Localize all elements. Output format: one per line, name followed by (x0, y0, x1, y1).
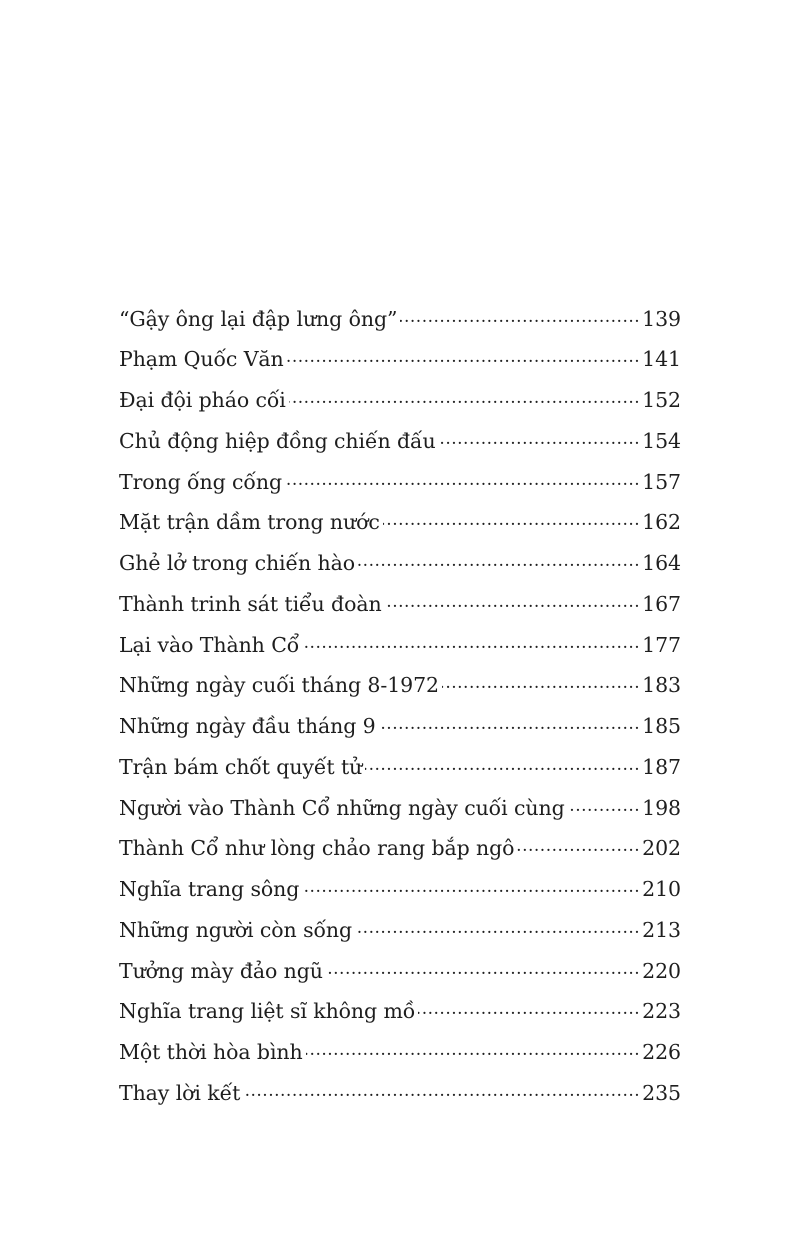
toc-dot-leader (302, 631, 640, 652)
toc-entry (119, 346, 681, 387)
toc-dot-leader (439, 427, 641, 448)
toc-entry (119, 794, 681, 835)
toc-entry (119, 998, 681, 1039)
toc-dot-leader (385, 590, 641, 611)
toc-entry-title: Chủ động hiệp đồng chiến đấu (119, 428, 436, 453)
toc-entry (119, 1079, 681, 1120)
toc-entry-title: Mặt trận dầm trong nước (119, 510, 380, 535)
toc-entry (119, 509, 681, 550)
toc-entry-title: Những ngày cuối tháng 8-1972 (119, 673, 439, 698)
toc-entry-title: Những ngày đầu tháng 9 (119, 714, 376, 738)
toc-entry (119, 590, 681, 631)
toc-dot-leader (379, 713, 641, 734)
toc-entry-title: Nghĩa trang liệt sĩ không mồ (119, 999, 416, 1024)
toc-entry-page: 177 (642, 632, 681, 657)
table-of-contents (119, 305, 681, 1120)
toc-dot-leader (568, 794, 641, 815)
toc-entry-page: 223 (642, 999, 681, 1024)
toc-entry-page: 164 (642, 551, 681, 575)
toc-dot-leader (302, 876, 640, 897)
toc-entry-page: 213 (642, 917, 681, 942)
toc-entry (119, 916, 681, 957)
toc-entry-title: Trận bám chốt quyết tử (119, 754, 363, 779)
toc-entry-page: 187 (642, 754, 681, 779)
toc-entry-title: Trong ống cống (119, 469, 282, 494)
toc-dot-leader (365, 753, 640, 774)
toc-dot-leader (285, 468, 640, 489)
toc-entry-page: 167 (642, 591, 681, 616)
toc-entry (119, 835, 681, 876)
toc-entry (119, 957, 681, 998)
toc-dot-leader (517, 835, 640, 856)
toc-entry-title: Thành trinh sát tiểu đoàn (119, 591, 382, 616)
toc-dot-leader (243, 1079, 640, 1100)
toc-entry-page: 183 (642, 673, 681, 698)
toc-entry-page: 162 (642, 510, 681, 535)
toc-entry-page: 157 (642, 469, 681, 494)
toc-entry-page: 198 (642, 795, 681, 820)
toc-entry-title: Phạm Quốc Văn (119, 347, 284, 372)
toc-entry-title: Ghẻ lở trong chiến hào (119, 551, 356, 575)
toc-entry-title: Lại vào Thành Cổ (119, 632, 300, 657)
toc-entry (119, 713, 681, 754)
toc-entry (119, 631, 681, 672)
toc-dot-leader (287, 346, 641, 367)
toc-entry-page: 235 (642, 1080, 681, 1105)
toc-entry-page: 185 (642, 714, 681, 738)
toc-entry-title: Người vào Thành Cổ những ngày cuối cùng (119, 795, 565, 820)
toc-dot-leader (326, 957, 640, 978)
toc-entry-page: 202 (642, 836, 681, 861)
toc-entry (119, 550, 681, 591)
toc-entry (119, 1039, 681, 1080)
toc-entry-page: 154 (642, 428, 681, 453)
toc-entry-title: Tưởng mày đảo ngũ (119, 958, 323, 983)
toc-entry-page: 139 (642, 306, 681, 331)
toc-dot-leader (418, 998, 640, 1019)
toc-entry-title: Những người còn sống (119, 917, 353, 942)
toc-dot-leader (383, 509, 640, 530)
toc-entry-page: 210 (642, 877, 681, 901)
toc-dot-leader (306, 1039, 641, 1060)
toc-entry-title: Thay lời kết (119, 1080, 241, 1105)
toc-dot-leader (442, 672, 640, 693)
toc-entry-page: 226 (642, 1040, 681, 1064)
toc-entry (119, 672, 681, 713)
toc-entry (119, 876, 681, 917)
toc-entry-title: “Gậy ông lại đập lưng ông” (119, 306, 398, 331)
toc-entry (119, 305, 681, 346)
toc-entry-title: Thành Cổ như lòng chảo rang bắp ngô (119, 836, 515, 861)
toc-entry-title: Nghĩa trang sông (119, 877, 300, 901)
toc-dot-leader (400, 305, 640, 326)
toc-entry-page: 220 (642, 958, 681, 983)
toc-entry-page: 141 (642, 347, 681, 372)
toc-entry-title: Một thời hòa bình (119, 1040, 303, 1064)
toc-entry (119, 427, 681, 468)
toc-entry (119, 387, 681, 428)
toc-dot-leader (289, 387, 640, 408)
toc-dot-leader (355, 916, 640, 937)
toc-entry (119, 753, 681, 794)
toc-dot-leader (358, 550, 640, 571)
toc-entry-page: 152 (642, 388, 681, 412)
toc-entry (119, 468, 681, 509)
toc-entry-title: Đại đội pháo cối (119, 388, 286, 412)
